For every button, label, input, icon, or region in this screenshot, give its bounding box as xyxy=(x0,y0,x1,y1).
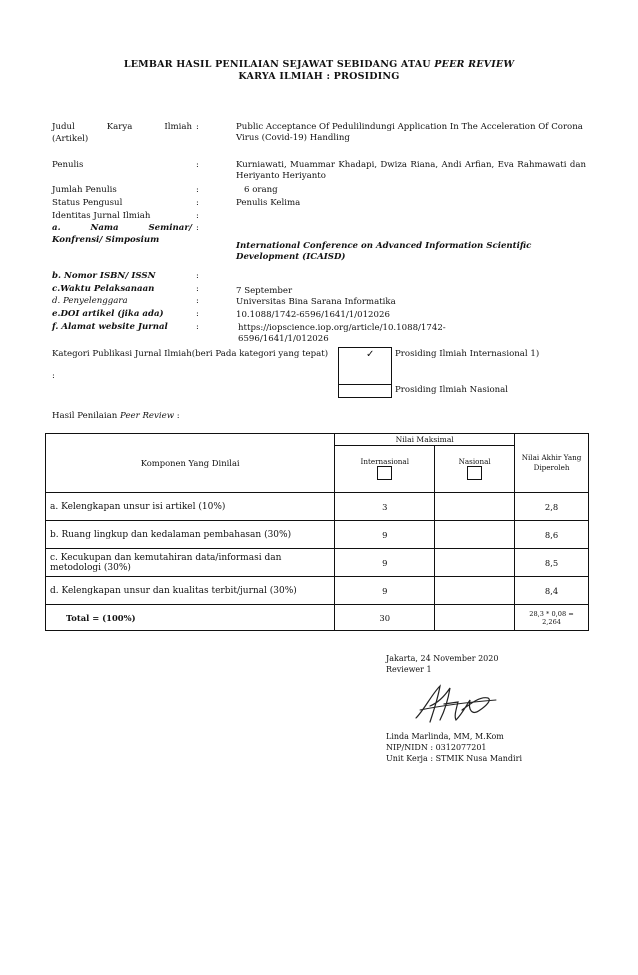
signature-unit: Unit Kerja : STMIK Nusa Mandiri xyxy=(386,754,522,763)
row-score: 8,5 xyxy=(515,549,589,577)
signature-place-date: Jakarta, 24 November 2020 xyxy=(386,654,499,663)
table-row xyxy=(46,493,589,521)
colon: : xyxy=(196,271,199,281)
document-subtitle: KARYA ILMIAH : PROSIDING xyxy=(238,71,400,82)
seminar-label-line2: Konfrensi/ Simposium xyxy=(52,235,160,245)
nilai-akhir-header: Nilai Akhir Yang Diperoleh xyxy=(515,434,589,493)
document-title xyxy=(0,59,638,70)
judul-label-row xyxy=(52,122,192,133)
identitas-label: Identitas Jurnal Ilmiah xyxy=(52,211,151,221)
signature-name: Linda Marlinda, MM, M.Kom xyxy=(386,732,504,741)
nasional-label: Nasional xyxy=(458,456,491,466)
table-row xyxy=(46,549,589,577)
colon: : xyxy=(196,309,199,319)
colon: : xyxy=(196,198,199,208)
internasional-header xyxy=(335,446,435,493)
nasional-checkbox[interactable] xyxy=(467,466,482,480)
row-label: d. Kelengkapan unsur dan kualitas terbit/jurnal (30%) xyxy=(46,577,335,605)
internasional-label: Internasional xyxy=(360,456,409,466)
penulis-label: Penulis xyxy=(52,160,84,170)
signature-reviewer: Reviewer 1 xyxy=(386,665,432,674)
row-score: 2,8 xyxy=(515,493,589,521)
row-nasional xyxy=(435,549,515,577)
colon: : xyxy=(196,160,199,170)
total-nasional xyxy=(435,605,515,631)
row-max: 9 xyxy=(335,521,435,549)
row-nasional xyxy=(435,577,515,605)
signature-nip: NIP/NIDN : 0312077201 xyxy=(386,743,487,752)
kategori-option-national: Prosiding Ilmiah Nasional xyxy=(395,385,509,395)
score-table xyxy=(45,433,589,631)
handwritten-signature xyxy=(410,680,500,726)
seminar-label-part: a. xyxy=(52,223,61,233)
judul-label-part: Judul xyxy=(52,122,75,132)
hasil-label-end: : xyxy=(174,411,180,421)
judul-label-part: Ilmiah xyxy=(164,122,193,132)
seminar-label-part: Nama xyxy=(90,223,119,233)
doi-label: e.DOI artikel (jika ada) xyxy=(52,309,164,319)
table-row xyxy=(46,577,589,605)
total-score: 28,3 * 0,08 = 2,264 xyxy=(515,605,589,631)
table-total-row xyxy=(46,605,589,631)
row-max: 9 xyxy=(335,549,435,577)
website-value: https://iopscience.iop.org/article/10.1088/1742-6596/1641/1/012026 xyxy=(238,323,446,344)
nasional-header xyxy=(435,446,515,493)
hasil-label xyxy=(52,411,180,422)
kategori-checkbox-international[interactable] xyxy=(338,347,392,385)
title-line1-italic: PEER REVIEW xyxy=(434,59,515,70)
check-icon: ✓ xyxy=(366,349,375,360)
total-max: 30 xyxy=(335,605,435,631)
colon: : xyxy=(196,296,199,306)
judul-value: Public Acceptance Of Pedulilindungi Application In The Acceleration Of Corona Virus (Covid-19) Handling xyxy=(236,122,583,143)
row-max: 9 xyxy=(335,577,435,605)
total-label: Total = (100%) xyxy=(46,605,335,631)
jumlah-label: Jumlah Penulis xyxy=(52,185,117,195)
waktu-label: c.Waktu Pelaksanaan xyxy=(52,284,155,294)
komponen-header: Komponen Yang Dinilai xyxy=(46,434,335,493)
judul-label-part: Karya xyxy=(106,122,133,132)
doi-value: 10.1088/1742-6596/1641/1/012026 xyxy=(236,310,390,320)
row-label: a. Kelengkapan unsur isi artikel (10%) xyxy=(46,493,335,521)
colon: : xyxy=(196,185,199,195)
row-label: b. Ruang lingkup dan kedalaman pembahasan (30%) xyxy=(46,521,335,549)
row-max: 3 xyxy=(335,493,435,521)
row-nasional xyxy=(435,493,515,521)
penyelenggara-label: d. Penyelenggara xyxy=(52,296,128,306)
row-score: 8,4 xyxy=(515,577,589,605)
row-nasional xyxy=(435,521,515,549)
isbn-label: b. Nomor ISBN/ ISSN xyxy=(52,271,156,281)
colon: : xyxy=(196,122,199,132)
colon: : xyxy=(196,322,199,332)
kategori-colon: : xyxy=(52,371,55,381)
waktu-value: 7 September xyxy=(236,286,293,296)
judul-label-artikel: (Artikel) xyxy=(52,134,89,144)
colon: : xyxy=(196,284,199,294)
status-value: Penulis Kelima xyxy=(236,198,301,208)
hasil-label-italic: Peer Review xyxy=(120,411,175,421)
status-label: Status Pengusul xyxy=(52,198,123,208)
kategori-option-international: Prosiding Ilmiah Internasional 1) xyxy=(395,349,540,359)
colon: : xyxy=(196,223,199,233)
internasional-checkbox[interactable] xyxy=(377,466,392,480)
jumlah-value: 6 orang xyxy=(244,185,278,195)
row-score: 8,6 xyxy=(515,521,589,549)
seminar-label-row xyxy=(52,223,192,234)
hasil-label-text: Hasil Penilaian xyxy=(52,411,121,421)
kategori-checkbox-national[interactable] xyxy=(338,384,392,398)
penulis-value: Kurniawati, Muammar Khadapi, Dwiza Riana, Andi Arfian, Eva Rahmawati dan Heriyanto Heriyanto xyxy=(236,160,586,181)
table-row xyxy=(46,521,589,549)
seminar-label-part: Seminar/ xyxy=(148,223,192,233)
colon: : xyxy=(196,211,199,221)
nilai-maksimal-header: Nilai Maksimal xyxy=(335,434,515,446)
seminar-value: International Conference on Advanced Information Scientific Development (ICAISD) xyxy=(236,241,532,262)
website-label: f. Alamat website Jurnal xyxy=(52,322,168,332)
penyelenggara-value: Universitas Bina Sarana Informatika xyxy=(236,297,396,307)
title-line1: LEMBAR HASIL PENILAIAN SEJAWAT SEBIDANG ATAU xyxy=(123,59,435,70)
row-label: c. Kecukupan dan kemutahiran data/informasi dan metodologi (30%) xyxy=(46,549,335,577)
kategori-label: Kategori Publikasi Jurnal Ilmiah(beri Pada kategori yang tepat) xyxy=(52,349,329,359)
